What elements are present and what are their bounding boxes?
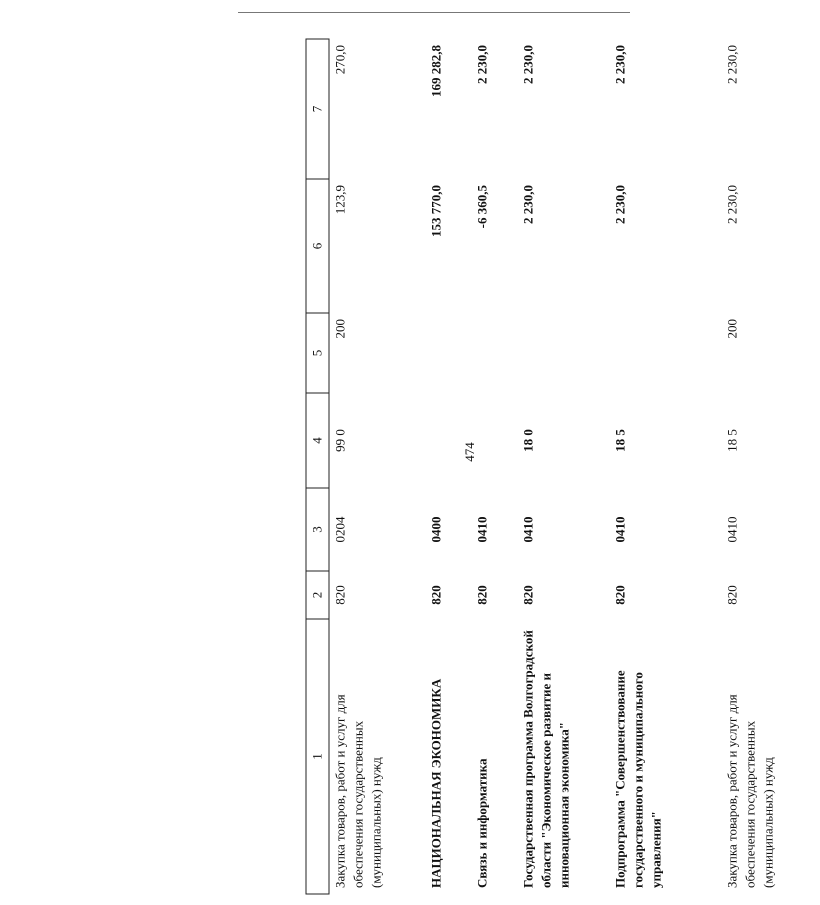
table-row [722,39,820,894]
row-amount-2: 169 282,8 [428,45,444,97]
table-row [426,39,472,894]
page-number: 474 [462,442,477,462]
row-program-code: 18 5 [612,429,628,452]
row-name: Подпрограмма "Совершенствование государственного и муниципального управления" [612,670,664,888]
row-expense-type [610,313,722,393]
row-section-code: 0410 [520,516,536,543]
header-col-4: 4 [306,393,329,488]
row-amount-1: 2 230,0 [612,185,628,224]
row-section-code: 0410 [724,516,740,543]
table-row [518,39,610,894]
row-expense-type [426,313,472,393]
row-name: НАЦИОНАЛЬНАЯ ЭКОНОМИКА [428,678,444,888]
row-program-code [472,393,518,488]
header-col-2: 2 [306,571,329,619]
row-name: Связь и информатика [474,758,490,888]
row-name: Государственная программа Волгоградской области "Экономическое развитие и инновационная экономика" [520,630,572,888]
row-ministry-code: 820 [428,585,444,605]
row-amount-1: -6 360,5 [474,185,490,229]
header-col-1: 1 [306,619,329,894]
row-expense-type [518,313,610,393]
row-ministry-code: 820 [474,585,490,605]
row-amount-2: 270,0 [329,39,426,179]
row-section-code: 0204 [329,488,426,571]
budget-table-rotated [306,40,776,895]
row-amount-1: 2 230,0 [520,185,536,224]
row-amount-1: 153 770,0 [428,185,444,237]
row-ministry-code: 820 [724,585,740,605]
row-ministry-code: 820 [520,585,536,605]
row-section-code: 0400 [428,516,444,543]
row-amount-2: 2 230,0 [520,45,536,84]
row-ministry-code: 820 [329,571,426,619]
row-expense-type [472,313,518,393]
table-row [329,39,426,894]
row-expense-type: 200 [724,319,740,339]
row-name: Закупка товаров, работ и услуг для обеспечения государственных (муниципальных) нужд [724,694,776,888]
row-amount-2: 2 230,0 [612,45,628,84]
row-expense-type: 200 [329,313,426,393]
header-row [306,39,329,894]
row-program-code: 18 5 [724,429,740,452]
row-ministry-code: 820 [612,585,628,605]
header-col-5: 5 [306,313,329,393]
row-section-code: 0410 [612,516,628,543]
row-amount-1: 2 230,0 [724,185,740,224]
budget-table [306,39,820,895]
row-amount-1: 123,9 [329,179,426,313]
header-col-3: 3 [306,488,329,571]
row-program-code [426,393,472,488]
row-name: Закупка товаров, работ и услуг для обеспечения государственных (муниципальных) нужд [329,619,426,894]
top-rule [238,12,630,13]
header-col-6: 6 [306,179,329,313]
table-row [472,39,518,894]
row-amount-2: 2 230,0 [724,45,740,84]
row-program-code: 99 0 [329,393,426,488]
header-col-7: 7 [306,39,329,179]
row-amount-2: 2 230,0 [474,45,490,84]
row-program-code: 18 0 [520,429,536,452]
row-section-code: 0410 [474,516,490,543]
table-row [610,39,722,894]
